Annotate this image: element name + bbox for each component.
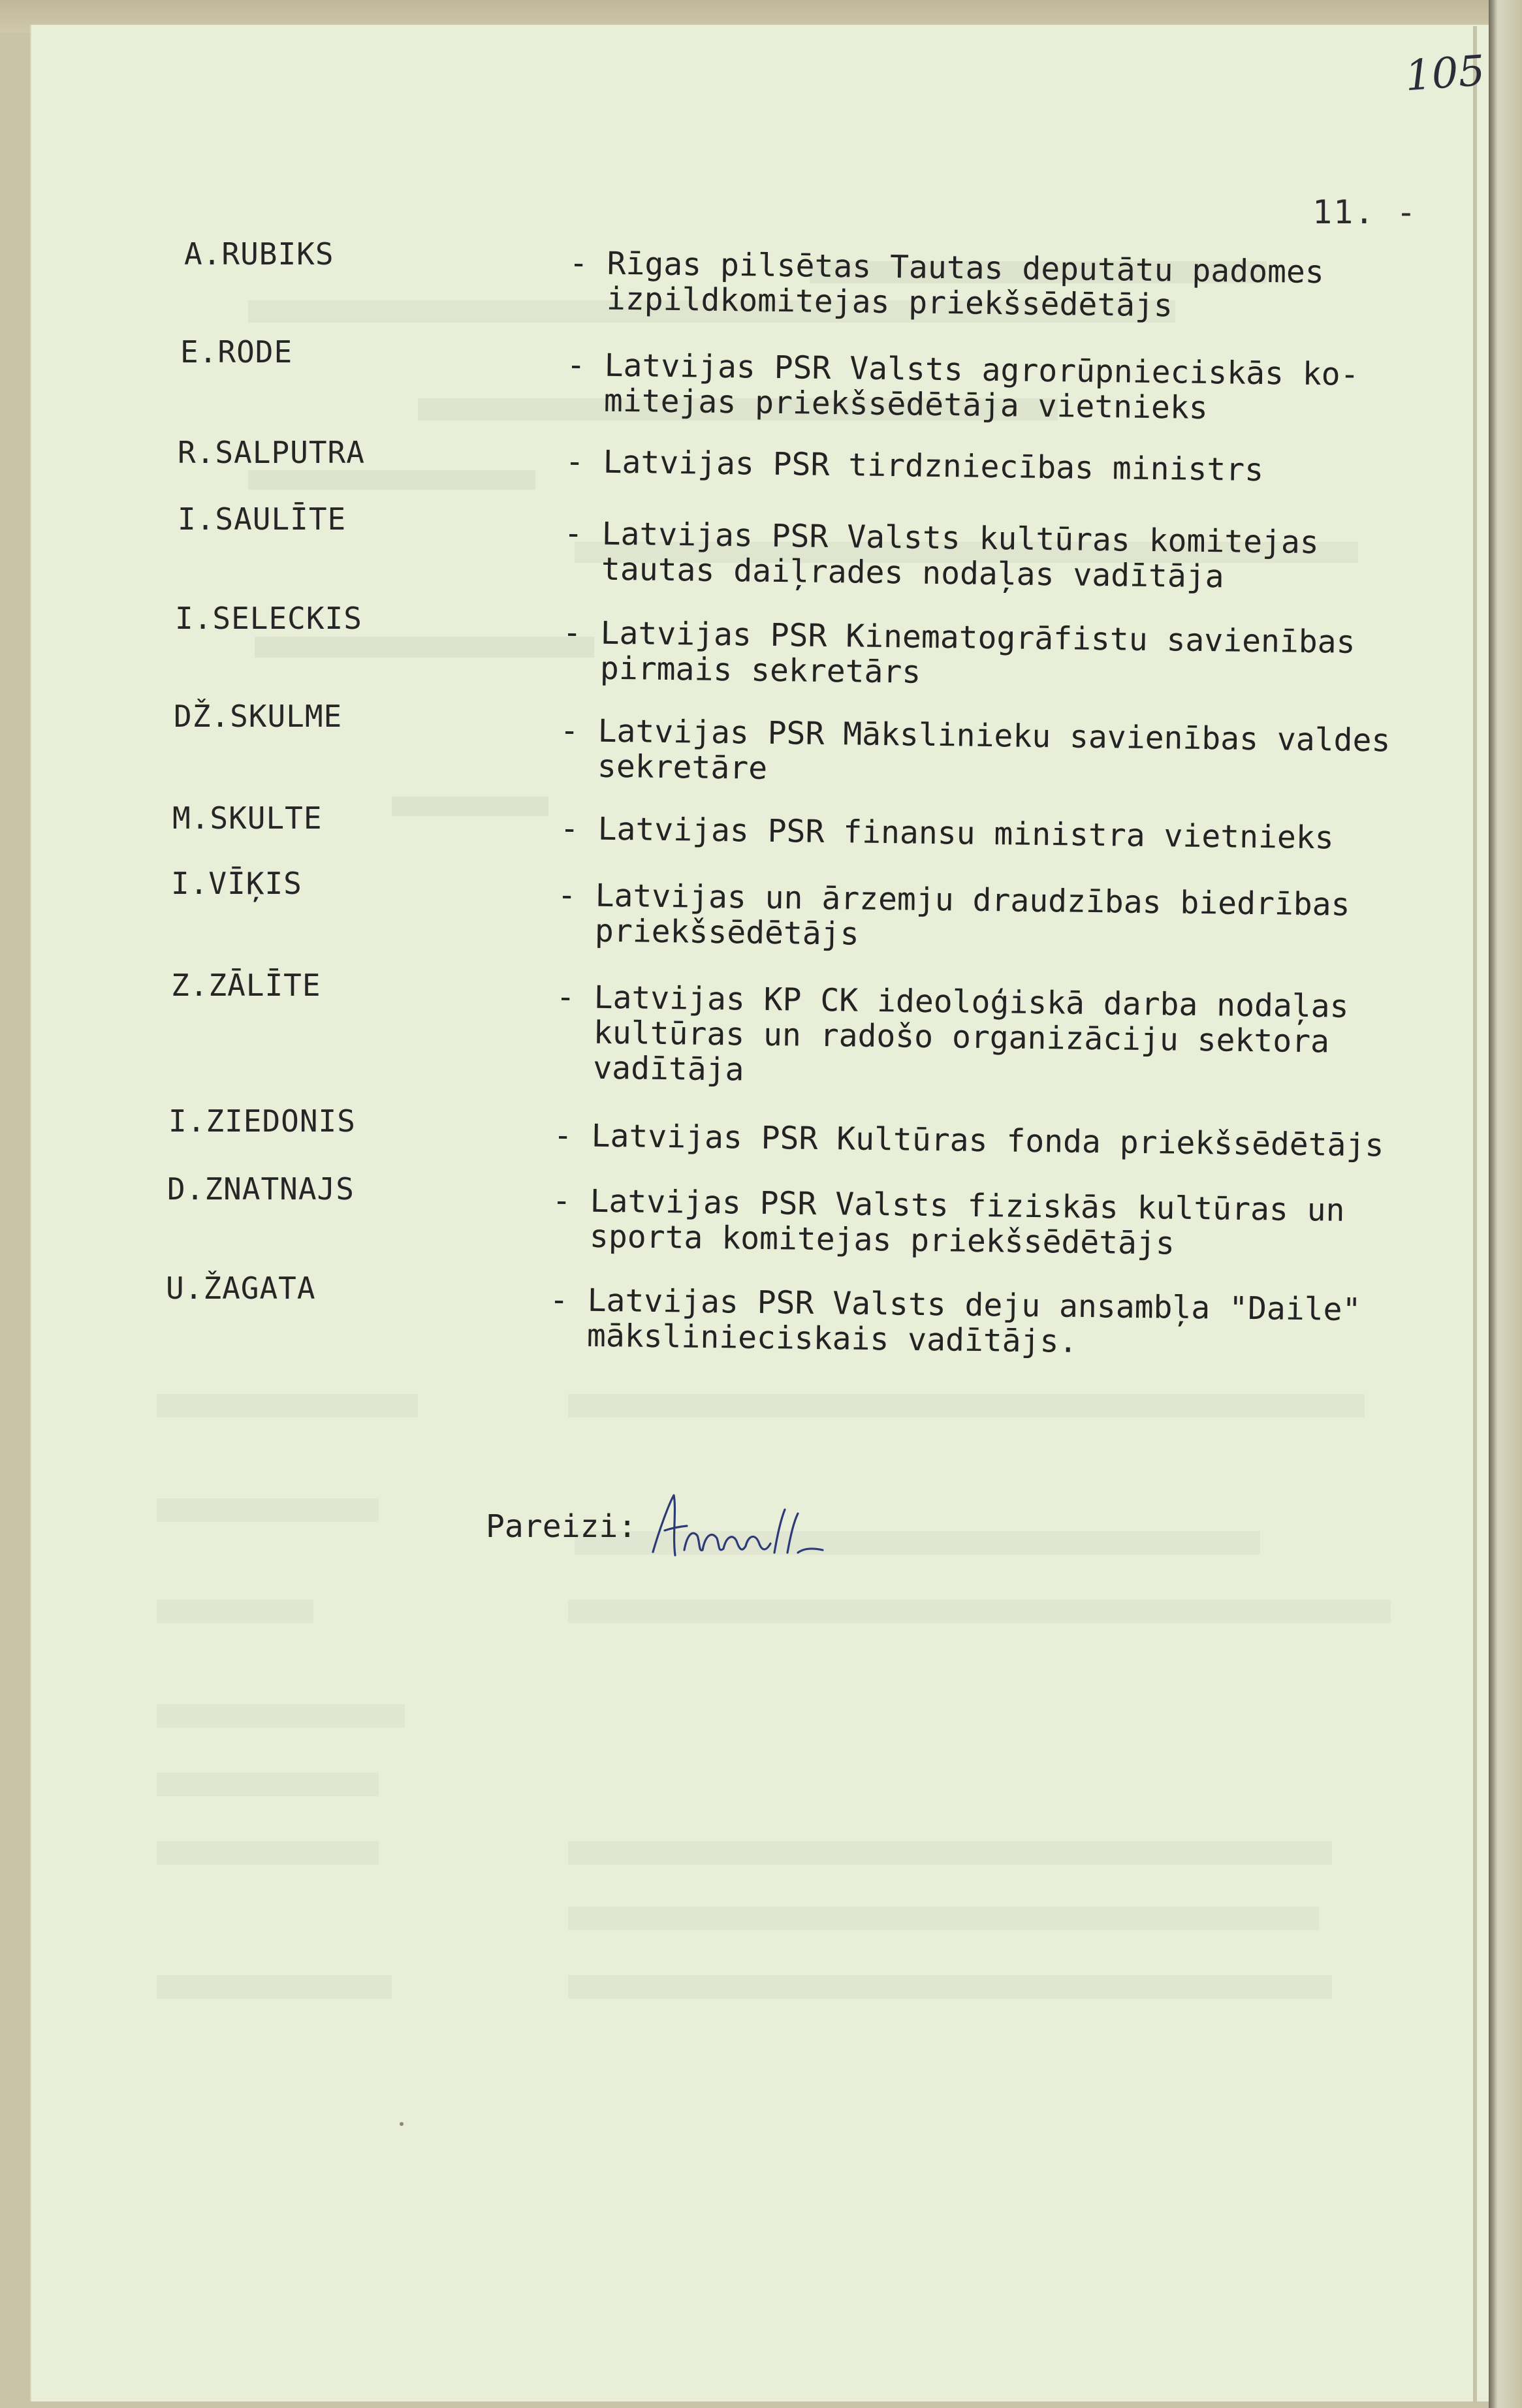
member-name: I.SAULĪTE <box>178 501 347 537</box>
page-speck <box>400 2122 404 2126</box>
member-name: Z.ZĀLĪTE <box>171 968 321 1003</box>
member-description: - Latvijas PSR Valsts kultūras komitejas tautas daiļrades nodaļas vadītāja <box>563 515 1320 595</box>
member-name: M.SKULTE <box>172 800 323 836</box>
member-name: I.VĪĶIS <box>171 866 302 901</box>
member-name: DŽ.SKULME <box>174 699 343 734</box>
member-name: U.ŽAGATA <box>166 1271 316 1306</box>
page-edge <box>1473 26 1477 2403</box>
member-description: - Latvijas PSR Kinematogrāfistu savienības pirmais sekretārs <box>562 614 1356 691</box>
member-name: I.ZIEDONIS <box>168 1103 356 1139</box>
member-description: - Latvijas KP CK ideoloģiskā darba nodaļas kultūras un radošo organizāciju sektora vadītāja <box>556 979 1349 1088</box>
member-description: - Latvijas PSR Valsts fiziskās kultūras un sporta komitejas priekšsēdētājs <box>552 1182 1345 1262</box>
member-description: - Latvijas PSR tirdzniecības ministrs <box>565 443 1264 489</box>
page-number: 11. - <box>1312 193 1418 231</box>
member-description: - Latvijas PSR Mākslinieku savienības valdes sekretāre <box>560 712 1391 787</box>
folio-number: 105 <box>1403 46 1487 101</box>
member-name: I.SELECKIS <box>175 601 362 636</box>
member-description: - Rīgas pilsētas Tautas deputātu padomes izpildkomitejas priekšsēdētājs <box>569 245 1325 325</box>
member-description: - Latvijas PSR Valsts deju ansambļa "Daile" mākslinieciskais vadītājs. <box>549 1282 1361 1360</box>
member-description: - Latvijas un ārzemju draudzības biedrības priekšsēdētājs <box>557 877 1350 953</box>
handwritten-signature <box>646 1490 836 1568</box>
signoff-label: Pareizi: <box>486 1508 637 1545</box>
member-name: E.RODE <box>180 334 293 370</box>
member-description: - Latvijas PSR Valsts agrorūpnieciskās ko- mitejas priekšsēdētāja vietnieks <box>566 347 1359 426</box>
member-description: - Latvijas PSR Kultūras fonda priekšsēdētājs <box>553 1117 1384 1164</box>
member-name: A.RUBIKS <box>184 236 334 272</box>
member-name: D.ZNATNAJS <box>167 1171 355 1207</box>
member-name: R.SALPUTRA <box>178 435 365 470</box>
binding-strip <box>1489 0 1522 2408</box>
member-description: - Latvijas PSR finansu ministra vietnieks <box>560 810 1334 857</box>
